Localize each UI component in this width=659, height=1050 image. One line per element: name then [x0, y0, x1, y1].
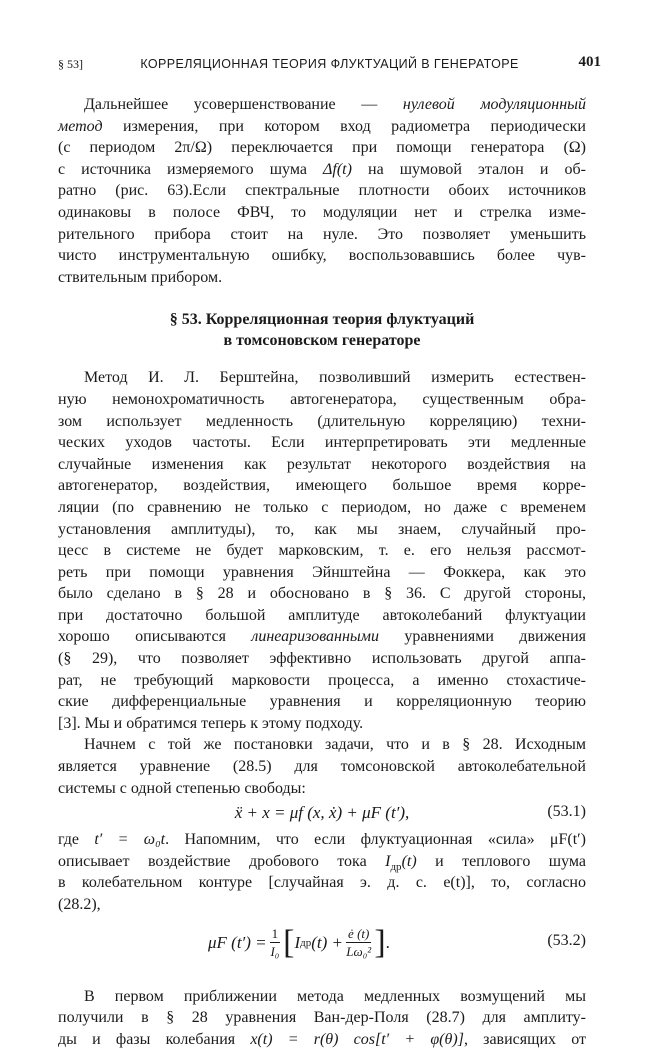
text-line: ратно (рис. 63).Если спектральные плотности обоих источников: [58, 182, 586, 200]
equation-number: (53.2): [547, 931, 586, 949]
text-line: системы с одной степенью свободы:: [58, 779, 306, 797]
paragraph-first-approximation: [58, 986, 586, 1050]
paragraph-modulation-method: [58, 94, 586, 288]
text-line: метод измерения, при котором вход радиометра периодически: [58, 117, 586, 135]
text-line: в колебательном контуре [случайная э. д. с. e(t)], то, согласно: [58, 874, 586, 892]
page-number: 401: [578, 54, 601, 70]
text-line: случайные изменения как результат некоторого воздействия на: [58, 455, 586, 473]
text-line: (§ 29), что позволяет эффективно использовать другой аппа-: [58, 650, 586, 668]
text-line: при достаточно большой амплитуде автоколебаний флуктуации: [58, 606, 586, 624]
text-line: реть при помощи уравнения Эйнштейна — Фоккера, как это: [58, 563, 586, 581]
text-line: Дальнейшее усовершенствование — нулевой модуляционный: [84, 96, 587, 113]
text-line: Метод И. Л. Берштейна, позволивший измерить естествен-: [84, 369, 586, 387]
text-line: ские дифференциальные уравнения и корреляционную теорию: [58, 693, 586, 711]
text-line: чисто инструментальную ошибку, воспользовавшись более чув-: [58, 247, 586, 265]
text-line: В первом приближении метода медленных возмущений мы: [84, 987, 586, 1005]
header-running-title: КОРРЕЛЯЦИОННАЯ ТЕОРИЯ ФЛУКТУАЦИЙ В ГЕНЕРАТОРЕ: [140, 57, 519, 71]
text-line: рительного прибора стоит на нуле. Это позволяет уменьшить: [58, 225, 586, 243]
text-line: ды и фазы колебания x(t) = r(θ) cos[t′ + φ(θ)], зависящих от: [58, 1030, 586, 1048]
text-line: было сделано в § 28 и обосновано в § 36. С другой стороны,: [58, 585, 586, 603]
text-line: (с периодом 2π/Ω) переключается при помощи генератора (Ω): [58, 139, 586, 157]
text-line: ческих уходов частоты. Если интерпретировать эти медленные: [58, 434, 586, 452]
paragraph-problem-setup: [58, 734, 586, 799]
equation-53-2: [58, 916, 586, 970]
header-section-ref: § 53]: [58, 57, 83, 71]
text-line: является уравнение (28.5) для томсоновской автоколебательной: [58, 758, 586, 776]
equation-formula: μF (t′) = $\frac{1}{\text{I₀}}$ [ I др (t) + $\frac{ė (t)}{\text{Lω₀²}}$ ] .: [208, 923, 390, 961]
text-line: ляции (по сравнению не только с периодом, но даже с временем: [58, 498, 586, 516]
text-line: (28.2),: [58, 896, 101, 913]
text-line: цесс в системе не будет марковским, т. е. его нельзя рассмот-: [58, 542, 586, 560]
text-line: получили в § 28 уравнения Ван-дер-Поля (28.7) для амплиту-: [58, 1009, 586, 1027]
text-line: зом использует медленность (длительную корреляцию) техни-: [58, 412, 586, 430]
page-body: [58, 94, 586, 1050]
fraction: $\frac{1}{\text{I₀}}$: [270, 926, 280, 960]
text-line: описывает воздействие дробового тока $I_{др}(t)$ и теплового шума: [58, 852, 586, 873]
text-line: хорошо описываются линеаризованными уравнениями движения: [58, 628, 586, 646]
text-line: автогенератор, воздействия, имеющего большое время корре-: [58, 477, 586, 495]
text-line: установления амплитуды), то, как мы знаем, случайный про-: [58, 520, 586, 538]
fraction: $\frac{ė (t)}{\text{Lω₀²}}$: [346, 926, 372, 960]
equation-number: (53.1): [547, 803, 586, 821]
paragraph-noise-force: [58, 829, 586, 915]
text-line: где t′ = ω₀t. Напомним, что если флуктуационная «сила» μF(t′): [58, 831, 586, 849]
text-line: одинаковы в полосе ФВЧ, то модуляции нет и стрелка изме-: [58, 203, 586, 221]
equation-53-1: [58, 799, 586, 829]
running-header: [58, 54, 601, 74]
equation-formula: ẍ + x = μf (x, ẋ) + μF (t′),: [234, 803, 410, 823]
text-line: рат, не требующий марковости процесса, а именно стохастиче-: [58, 671, 586, 689]
text-line: ствительным прибором.: [58, 268, 223, 286]
text-line: Начнем с той же постановки задачи, что и в § 28. Исходным: [84, 736, 586, 754]
section-title: § 53. Корреляционная теория флуктуаций в томсоновском генераторе: [169, 311, 475, 350]
text-line: с источника измеряемого шума Δf(t) на шумовой эталон и об-: [58, 160, 587, 178]
paragraph-bershtein-method: [58, 367, 586, 734]
text-line: [3]. Мы и обратимся теперь к этому подходу.: [58, 714, 364, 732]
text-line: ную немонохроматичность автогенератора, существенным обра-: [58, 390, 586, 408]
